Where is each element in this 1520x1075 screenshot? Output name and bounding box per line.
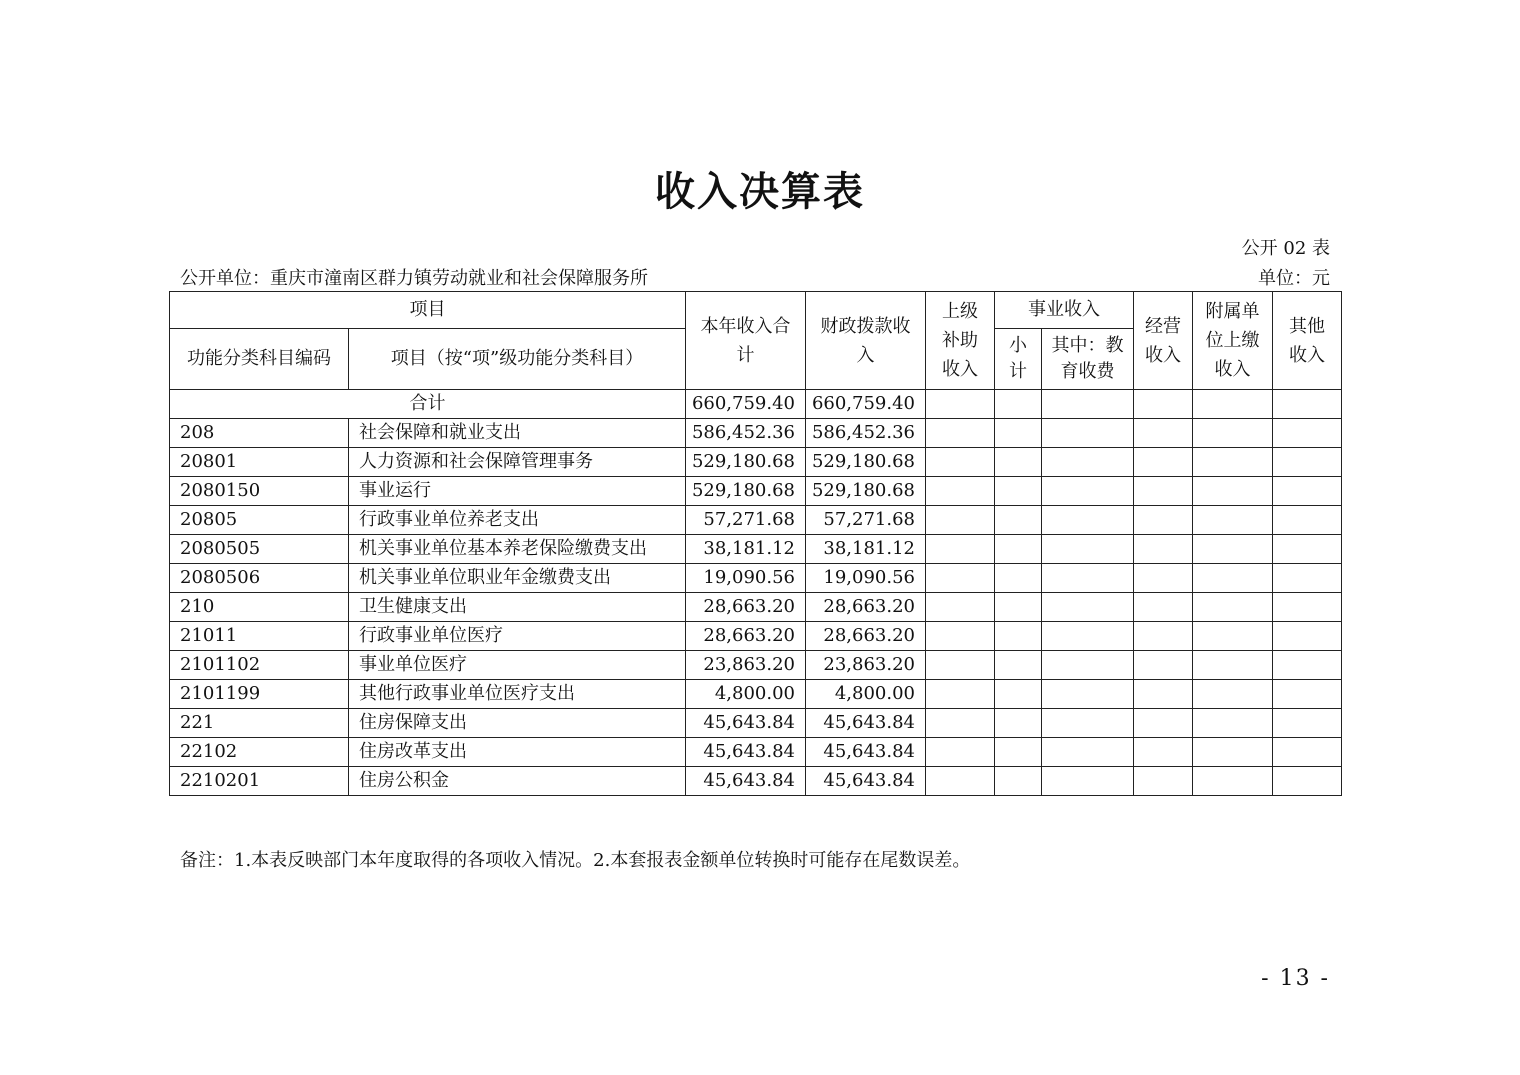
table-row (170, 767, 1342, 796)
row-name: 事业单位医疗 (349, 651, 686, 680)
empty-cell (1134, 535, 1193, 564)
header-other: 其他收入 (1273, 292, 1342, 390)
empty-cell (1193, 709, 1273, 738)
row-total-income: 45,643.84 (686, 709, 806, 738)
empty-cell (926, 709, 995, 738)
row-code: 2101102 (170, 651, 349, 680)
empty-cell (1273, 680, 1342, 709)
empty-cell (1134, 564, 1193, 593)
empty-cell (995, 419, 1042, 448)
row-fiscal: 586,452.36 (806, 419, 926, 448)
empty-cell (1193, 535, 1273, 564)
row-total-income: 28,663.20 (686, 622, 806, 651)
empty-cell (1193, 593, 1273, 622)
row-code: 210 (170, 593, 349, 622)
total-fiscal-value: 660,759.40 (806, 390, 926, 419)
empty-cell (1273, 535, 1342, 564)
table-row (170, 680, 1342, 709)
table-row (170, 419, 1342, 448)
empty-cell (1193, 448, 1273, 477)
header-name: 项目（按“项”级功能分类科目） (349, 329, 686, 390)
empty-cell (995, 709, 1042, 738)
row-fiscal: 529,180.68 (806, 477, 926, 506)
empty-cell (1042, 593, 1134, 622)
empty-cell (1042, 622, 1134, 651)
row-code: 208 (170, 419, 349, 448)
table-row (170, 448, 1342, 477)
empty-cell (1273, 477, 1342, 506)
empty-cell (1193, 419, 1273, 448)
row-total-income: 529,180.68 (686, 448, 806, 477)
table-note: 备注：1.本表反映部门本年度取得的各项收入情况。2.本套报表金额单位转换时可能存在尾数误差。 (180, 850, 971, 871)
empty-cell (926, 680, 995, 709)
empty-cell (1273, 506, 1342, 535)
empty-cell (926, 767, 995, 796)
empty-cell (926, 419, 995, 448)
header-row-1 (170, 292, 1342, 329)
reporting-unit: 公开单位：重庆市潼南区群力镇劳动就业和社会保障服务所 (180, 268, 648, 289)
table-row (170, 477, 1342, 506)
empty-cell (926, 564, 995, 593)
empty-cell (926, 535, 995, 564)
row-total-income: 586,452.36 (686, 419, 806, 448)
row-name: 行政事业单位养老支出 (349, 506, 686, 535)
header-business: 事业收入 (995, 292, 1134, 329)
header-education: 其中：教育收费 (1042, 329, 1134, 390)
row-total-income: 23,863.20 (686, 651, 806, 680)
empty-cell (1042, 535, 1134, 564)
empty-cell (1193, 680, 1273, 709)
table-row (170, 593, 1342, 622)
empty-cell (1042, 477, 1134, 506)
row-code: 2080150 (170, 477, 349, 506)
table-row (170, 622, 1342, 651)
row-fiscal: 45,643.84 (806, 738, 926, 767)
empty-cell (995, 448, 1042, 477)
row-name: 住房改革支出 (349, 738, 686, 767)
empty-cell (926, 506, 995, 535)
empty-cell (1134, 593, 1193, 622)
empty-cell (1193, 477, 1273, 506)
row-code: 2080506 (170, 564, 349, 593)
row-code: 20805 (170, 506, 349, 535)
empty-cell (1134, 651, 1193, 680)
empty-cell (1134, 680, 1193, 709)
row-fiscal: 23,863.20 (806, 651, 926, 680)
row-name: 其他行政事业单位医疗支出 (349, 680, 686, 709)
header-item: 项目 (170, 292, 686, 329)
row-fiscal: 19,090.56 (806, 564, 926, 593)
table-row (170, 535, 1342, 564)
document-title: 收入决算表 (655, 168, 865, 215)
empty-cell (1273, 738, 1342, 767)
row-code: 20801 (170, 448, 349, 477)
empty-cell (1042, 651, 1134, 680)
empty-cell (1134, 477, 1193, 506)
row-name: 机关事业单位职业年金缴费支出 (349, 564, 686, 593)
table-row (170, 709, 1342, 738)
header-fiscal: 财政拨款收入 (806, 292, 926, 390)
empty-cell (1273, 564, 1342, 593)
row-total-income: 45,643.84 (686, 738, 806, 767)
row-name: 行政事业单位医疗 (349, 622, 686, 651)
empty-cell (995, 651, 1042, 680)
empty-cell (995, 593, 1042, 622)
empty-cell (926, 448, 995, 477)
empty-cell (926, 738, 995, 767)
row-code: 2080505 (170, 535, 349, 564)
table-row (170, 738, 1342, 767)
row-total-income: 38,181.12 (686, 535, 806, 564)
empty-cell (1273, 709, 1342, 738)
row-name: 住房保障支出 (349, 709, 686, 738)
empty-cell (1273, 767, 1342, 796)
row-fiscal: 38,181.12 (806, 535, 926, 564)
empty-cell (1273, 622, 1342, 651)
row-code: 21011 (170, 622, 349, 651)
empty-cell (1134, 767, 1193, 796)
currency-unit: 单位：元 (1258, 268, 1330, 289)
row-fiscal: 45,643.84 (806, 709, 926, 738)
row-fiscal: 4,800.00 (806, 680, 926, 709)
header-affiliated: 附属单位上缴收入 (1193, 292, 1273, 390)
row-code: 22102 (170, 738, 349, 767)
empty-cell (1193, 767, 1273, 796)
empty-cell (1134, 622, 1193, 651)
form-number: 公开 02 表 (1241, 238, 1330, 259)
row-code: 2101199 (170, 680, 349, 709)
empty-cell (1134, 738, 1193, 767)
row-fiscal: 45,643.84 (806, 767, 926, 796)
row-name: 卫生健康支出 (349, 593, 686, 622)
row-name: 人力资源和社会保障管理事务 (349, 448, 686, 477)
total-row (170, 390, 1342, 419)
empty-cell (995, 767, 1042, 796)
empty-cell (1134, 419, 1193, 448)
row-name: 住房公积金 (349, 767, 686, 796)
empty-cell (1273, 419, 1342, 448)
empty-cell (926, 477, 995, 506)
empty-cell (1042, 680, 1134, 709)
empty-cell (1042, 767, 1134, 796)
row-total-income: 45,643.84 (686, 767, 806, 796)
row-total-income: 529,180.68 (686, 477, 806, 506)
empty-cell (995, 506, 1042, 535)
table-row (170, 506, 1342, 535)
table-row (170, 651, 1342, 680)
empty-cell (926, 593, 995, 622)
row-fiscal: 28,663.20 (806, 622, 926, 651)
empty-cell (995, 535, 1042, 564)
row-fiscal: 57,271.68 (806, 506, 926, 535)
empty-cell (995, 477, 1042, 506)
row-name: 社会保障和就业支出 (349, 419, 686, 448)
row-total-income: 28,663.20 (686, 593, 806, 622)
empty-cell (1193, 506, 1273, 535)
total-income-value: 660,759.40 (686, 390, 806, 419)
empty-cell (1134, 506, 1193, 535)
empty-cell (926, 651, 995, 680)
row-fiscal: 529,180.68 (806, 448, 926, 477)
empty-cell (1134, 709, 1193, 738)
row-total-income: 57,271.68 (686, 506, 806, 535)
empty-cell (1273, 593, 1342, 622)
empty-cell (995, 738, 1042, 767)
row-total-income: 4,800.00 (686, 680, 806, 709)
header-subtotal: 小计 (995, 329, 1042, 390)
empty-cell (1042, 709, 1134, 738)
table-row (170, 564, 1342, 593)
empty-cell (1042, 738, 1134, 767)
header-code: 功能分类科目编码 (170, 329, 349, 390)
empty-cell (1042, 506, 1134, 535)
header-operating: 经营收入 (1134, 292, 1193, 390)
header-superior: 上级补助收入 (926, 292, 995, 390)
empty-cell (1273, 448, 1342, 477)
empty-cell (1134, 448, 1193, 477)
empty-cell (1193, 564, 1273, 593)
row-total-income: 19,090.56 (686, 564, 806, 593)
empty-cell (1193, 651, 1273, 680)
total-label: 合计 (170, 390, 686, 419)
empty-cell (995, 622, 1042, 651)
empty-cell (1042, 448, 1134, 477)
row-fiscal: 28,663.20 (806, 593, 926, 622)
empty-cell (1193, 622, 1273, 651)
empty-cell (995, 564, 1042, 593)
header-total-income: 本年收入合计 (686, 292, 806, 390)
empty-cell (995, 680, 1042, 709)
empty-cell (1042, 419, 1134, 448)
empty-cell (1042, 564, 1134, 593)
page-number: - 13 - (1261, 966, 1330, 991)
row-name: 事业运行 (349, 477, 686, 506)
row-code: 2210201 (170, 767, 349, 796)
empty-cell (926, 622, 995, 651)
empty-cell (1273, 651, 1342, 680)
row-code: 221 (170, 709, 349, 738)
empty-cell (1193, 738, 1273, 767)
row-name: 机关事业单位基本养老保险缴费支出 (349, 535, 686, 564)
income-table (169, 291, 1342, 796)
